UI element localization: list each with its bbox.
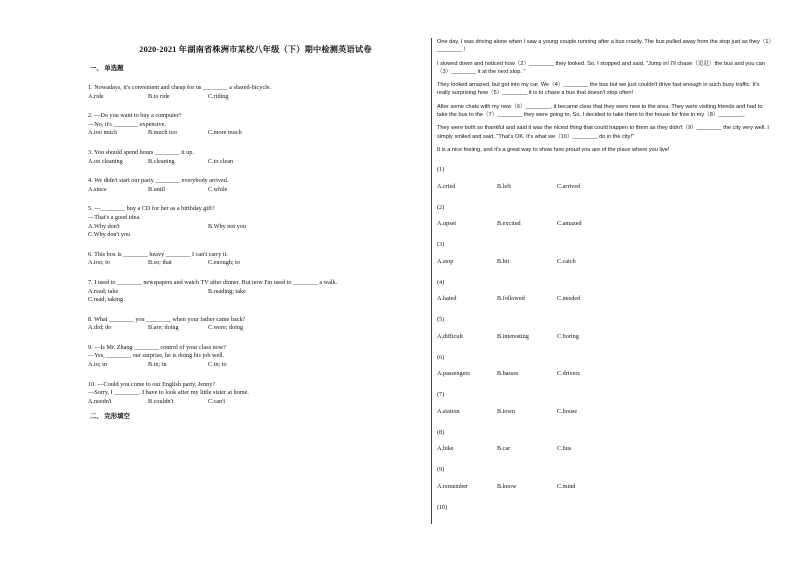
question-item (88, 149, 423, 166)
question-item (88, 177, 423, 194)
options-row (88, 93, 423, 102)
options-row (88, 231, 423, 240)
answer-option: A.upset (437, 220, 457, 228)
answer-option: A.remember (437, 482, 469, 490)
answer-option: C.house (557, 407, 578, 415)
answer-option: B.followed (497, 295, 525, 303)
question-item (88, 251, 423, 268)
cloze-number: (8) (437, 428, 445, 436)
cloze-number: (10) (437, 503, 448, 511)
answer-option: A.station (437, 407, 460, 415)
options-row (88, 129, 423, 138)
question-item (88, 381, 423, 407)
answer-option: B.reading; take (208, 287, 246, 295)
answer-option: C.drivers (557, 370, 580, 378)
answer-option: C.mind (557, 482, 576, 490)
answer-option: B.hit (497, 257, 510, 265)
answer-option: B.so; that (148, 259, 172, 267)
answer-option: B.interesting (497, 332, 529, 340)
cloze-passage (437, 38, 772, 154)
question-item (88, 316, 423, 333)
cloze-item (437, 241, 772, 266)
question-text: 6. This box is ________ heavy ________ I can't carry it. (88, 250, 228, 258)
section-heading-cloze: 二、 完形填空 (90, 413, 130, 421)
answer-option: A.needn't (88, 397, 112, 405)
answer-option: C.can't (208, 397, 226, 405)
cloze-number: (5) (437, 316, 445, 324)
question-text: 9. —Is Mr. Zhang ________ control of your class now? (88, 343, 226, 351)
cloze-item (437, 466, 772, 491)
answer-option: C.amazed (557, 220, 582, 228)
answer-option: A.cried (437, 182, 456, 190)
cloze-item (437, 504, 772, 513)
cloze-item (437, 279, 772, 304)
answer-option: B.in; in (148, 361, 167, 369)
answer-option: B.couldn't (148, 397, 174, 405)
options-row (88, 158, 423, 167)
cloze-number: (2) (437, 203, 445, 211)
question-item (88, 279, 423, 305)
answer-option: B.excited (497, 220, 521, 228)
question-item (88, 112, 423, 138)
passage-paragraph: They looked amazed, but got into my car. We（4）________ the bus but we just couldn't drive fast enough in such busy traffic. It's really surprising how（5）________ it is to chase a bus that doesn't stop often! (437, 82, 760, 97)
cloze-item (437, 391, 772, 416)
answer-option: C.boring (557, 332, 579, 340)
answer-option: A.to; in (88, 361, 107, 369)
passage-paragraph: After some chats with my new（6）________, it became clear that they were new to the area. They were visiting friends and had to take the bus to the（7）________ they were going to, So, I decided to take them to the house for free in my（8）________. (437, 103, 763, 119)
cloze-item (437, 166, 772, 191)
exam-title: 2020-2021 年湖南省株洲市某校八年级（下）期中检测英语试卷 (139, 45, 372, 54)
answer-option: B.left (497, 182, 511, 190)
options-row (88, 296, 423, 305)
answer-option: A.bike (437, 445, 454, 453)
options-row (437, 220, 772, 229)
options-row (88, 324, 423, 333)
cloze-number: (6) (437, 353, 445, 361)
cloze-item (437, 354, 772, 379)
options-row (88, 288, 423, 297)
cloze-number: (9) (437, 466, 445, 474)
cloze-number: (4) (437, 278, 445, 286)
right-column (437, 38, 772, 525)
cloze-item (437, 429, 772, 454)
cloze-item (437, 316, 772, 341)
answer-option: C.catch (557, 257, 576, 265)
answer-option: B.until (148, 185, 166, 193)
options-row (437, 333, 772, 342)
answer-option: A.too; to (88, 259, 111, 267)
options-row (437, 408, 772, 417)
question-text: 3. You should spend hours ________ it up. (88, 148, 194, 156)
question-text: 1. Nowadays, it's convenient and cheap for us ________ a shared-bicycle. (88, 84, 272, 91)
answer-option: C.read; taking (88, 296, 124, 304)
answer-option: B.are; doing (148, 324, 179, 332)
options-row (88, 223, 423, 232)
answer-option: A.too much (88, 129, 118, 137)
question-item (88, 84, 423, 101)
question-text: 10. —Could you come to our English party, Jenny? (88, 380, 216, 388)
options-row (437, 445, 772, 454)
answer-option: A.on cleaning (88, 157, 123, 165)
question-item (88, 344, 423, 370)
answer-option: B.Why not you (208, 222, 246, 230)
passage-paragraph: They were both so thankful and said it was the nicest thing that could happen to them as they didn't（9）________ the city very well. I simply smiled and said, "That's OK. It's what we（10）________ do in the city!" (437, 125, 769, 140)
options-row (437, 295, 772, 304)
options-row (437, 183, 772, 192)
answer-option: B.car (497, 445, 511, 453)
answer-option: A.stop (437, 257, 454, 265)
question-list (88, 84, 423, 406)
answer-option: C.enough; to (208, 259, 240, 267)
question-text: 5. —________ buy a CD for her as a birthday gift? (88, 205, 215, 213)
options-row (437, 258, 772, 267)
left-column (88, 40, 423, 432)
options-row (437, 370, 772, 379)
cloze-number: (1) (437, 166, 445, 174)
options-row (88, 186, 423, 195)
question-text: 7. I used to ________ newspapers and watch TV after dinner. But now I'm used to ________ a walk. (88, 278, 338, 286)
options-row (437, 483, 772, 492)
question-text: 4. We didn't start our party ________ everybody arrived. (88, 177, 229, 185)
answer-option: C.needed (557, 295, 581, 303)
question-text: —No, it's ________ expensive. (88, 120, 166, 128)
answer-option: C.in; to (208, 361, 227, 369)
answer-option: B.know (497, 482, 517, 490)
answer-option: C.while (208, 185, 228, 193)
answer-option: B.to ride (148, 92, 170, 100)
options-row (88, 259, 423, 268)
question-text: —That's a good idea. (88, 213, 141, 221)
answer-option: C.were; doing (208, 324, 244, 332)
answer-option: A.passengers (437, 370, 470, 378)
cloze-number: (7) (437, 391, 445, 399)
question-text: 8. What ________ you ________ when your father came back? (88, 315, 246, 323)
answer-option: A.hated (437, 295, 457, 303)
answer-option: B.much too (148, 129, 177, 137)
question-text: —Sorry, I ________. I have to look after my little sister at home. (88, 389, 249, 397)
answer-option: A.difficult (437, 332, 463, 340)
answer-option: C.to clean (208, 157, 234, 165)
question-text: 2. —Do you want to buy a computer? (88, 112, 182, 120)
section-heading-single-choice: 一、 单选题 (90, 65, 124, 72)
question-item (88, 205, 423, 239)
answer-option: C.bus (557, 445, 572, 453)
answer-option: C.arrived (557, 182, 581, 190)
answer-option: B.basses (497, 370, 519, 378)
answer-option: B.cleaning (148, 157, 175, 165)
answer-option: C.Why don't you (88, 231, 131, 239)
passage-paragraph: I slowed down and noticed how（2）________ they looked. So, I stopped and said, "Jump in! I'll chase（追赶）the bus and you can（3）________ it at the next stop. " (437, 60, 766, 75)
answer-option: C.riding (208, 92, 229, 100)
answer-option: A.ride (88, 92, 104, 100)
column-divider (431, 38, 432, 524)
answer-option: A.did; do (88, 324, 112, 332)
passage-paragraph: One day, I was driving alone when I saw a young couple running after a bus crazily. The bus pulled away from the stop just as they（1）________ ! (437, 39, 772, 54)
options-row (88, 361, 423, 370)
answer-option: C.more much (208, 129, 242, 137)
answer-option: A.read; take (88, 287, 119, 295)
options-row (88, 398, 423, 407)
question-text: —Yes, ________ our surprise, he is doing his job well. (88, 352, 225, 360)
cloze-number: (3) (437, 241, 445, 249)
answer-option: A.since (88, 185, 107, 193)
answer-option: A.Why don't (88, 222, 120, 230)
passage-paragraph: It is a nice feeling, and it's a great way to show how proud you are of the place where you live! (437, 146, 670, 153)
answer-option: B.town (497, 407, 516, 415)
cloze-question-list (437, 166, 772, 512)
cloze-item (437, 204, 772, 229)
